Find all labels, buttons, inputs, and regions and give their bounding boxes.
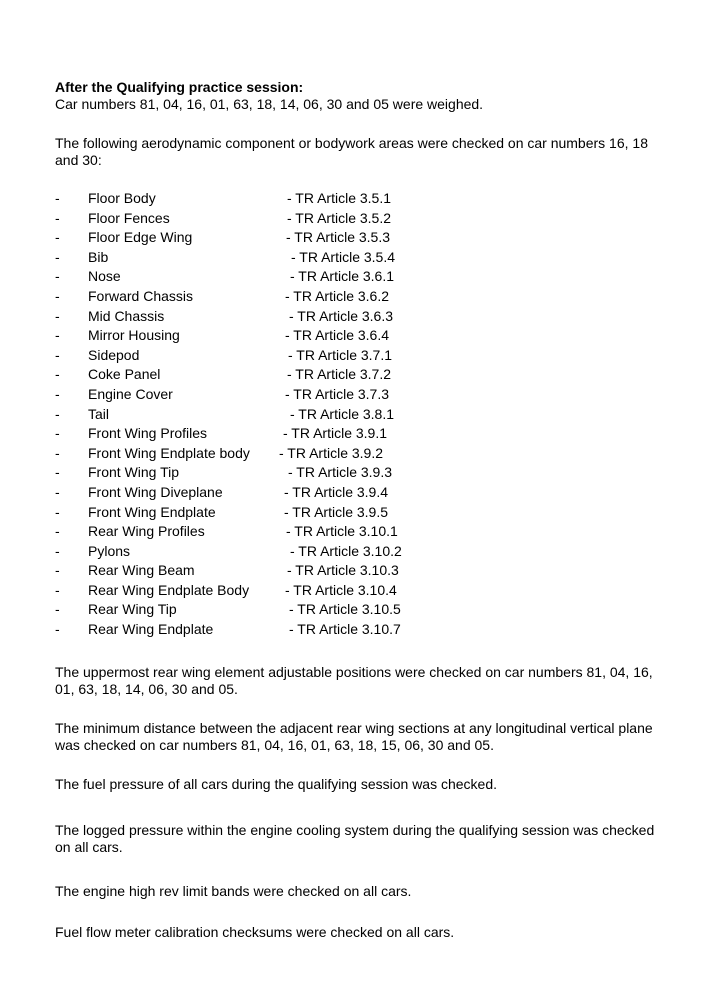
list-item — [55, 444, 655, 464]
article-reference: - TR Article 3.5.1 — [287, 190, 392, 206]
list-item — [55, 346, 655, 366]
list-item — [55, 503, 655, 523]
rear-wing-distance-paragraph: The minimum distance between the adjacent rear wing sections at any longitudinal vertical plane was checked on car numbers 81, 04, 16, 01, 63, 18, 15, 06, 30 and 05. — [55, 719, 653, 753]
article-reference: - TR Article 3.10.5 — [289, 601, 401, 618]
component-name: Floor Body — [88, 190, 156, 206]
document-page — [55, 79, 655, 941]
article-reference: - TR Article 3.6.3 — [289, 307, 394, 324]
list-item — [55, 561, 655, 581]
list-item — [55, 424, 655, 444]
article-reference: - TR Article 3.9.1 — [283, 425, 388, 442]
component-name: Sidepod — [88, 346, 140, 363]
rev-limit-paragraph: The engine high rev limit bands were checked on all cars. — [55, 882, 412, 899]
list-bullet: - — [55, 601, 60, 618]
list-bullet: - — [55, 562, 60, 579]
list-item — [55, 228, 655, 248]
list-bullet: - — [55, 581, 60, 598]
component-name: Nose — [88, 268, 121, 285]
article-reference: - TR Article 3.6.2 — [285, 287, 390, 304]
section-heading: After the Qualifying practice session: — [55, 79, 304, 95]
list-bullet: - — [55, 248, 60, 265]
list-bullet: - — [55, 209, 60, 226]
article-reference: - TR Article 3.6.4 — [285, 327, 390, 344]
list-item — [55, 189, 655, 209]
component-name: Floor Edge Wing — [88, 229, 193, 246]
component-name: Tail — [88, 405, 110, 422]
article-reference: - TR Article 3.7.1 — [288, 346, 393, 363]
component-name: Rear Wing Endplate Body — [88, 581, 250, 598]
list-item — [55, 385, 655, 405]
article-reference: - TR Article 3.10.1 — [286, 523, 398, 540]
list-item — [55, 326, 655, 346]
component-name: Rear Wing Endplate — [88, 621, 214, 638]
list-bullet: - — [55, 385, 60, 402]
component-name: Mirror Housing — [88, 327, 180, 344]
list-item — [55, 581, 655, 601]
fuel-pressure-paragraph: The fuel pressure of all cars during the qualifying session was checked. — [55, 775, 498, 792]
component-name: Engine Cover — [88, 385, 173, 402]
aero-intro-paragraph: The following aerodynamic component or bodywork areas were checked on car numbers 16, 18 and 30: — [55, 135, 648, 168]
article-reference: - TR Article 3.10.2 — [290, 542, 402, 559]
component-name: Rear Wing Profiles — [88, 523, 205, 540]
list-bullet: - — [55, 229, 60, 246]
article-reference: - TR Article 3.10.7 — [289, 621, 401, 638]
article-reference: - TR Article 3.5.2 — [287, 209, 392, 226]
article-reference: - TR Article 3.5.3 — [286, 229, 391, 246]
list-bullet: - — [55, 483, 60, 500]
list-bullet: - — [55, 444, 60, 461]
component-name: Coke Panel — [88, 366, 161, 383]
list-bullet: - — [55, 542, 60, 559]
list-item — [55, 365, 655, 385]
component-name: Pylons — [88, 542, 131, 559]
list-bullet: - — [55, 523, 60, 540]
article-reference: - TR Article 3.7.3 — [285, 385, 390, 402]
list-item — [55, 522, 655, 542]
fuel-flow-paragraph: Fuel flow meter calibration checksums were checked on all cars. — [55, 923, 455, 940]
list-bullet: - — [55, 621, 60, 638]
component-name: Rear Wing Beam — [88, 562, 195, 579]
component-list — [55, 189, 655, 640]
component-name: Front Wing Profiles — [88, 425, 208, 442]
component-name: Front Wing Diveplane — [88, 483, 223, 500]
list-bullet: - — [55, 405, 60, 422]
list-bullet: - — [55, 503, 60, 520]
article-reference: - TR Article 3.10.4 — [285, 581, 397, 598]
list-item — [55, 542, 655, 562]
component-name: Front Wing Endplate — [88, 503, 216, 520]
list-item — [55, 463, 655, 483]
component-name: Floor Fences — [88, 209, 170, 226]
article-reference: - TR Article 3.9.4 — [284, 483, 389, 500]
article-reference: - TR Article 3.5.4 — [291, 248, 396, 265]
list-bullet: - — [55, 425, 60, 442]
component-name: Bib — [88, 248, 109, 265]
list-item — [55, 248, 655, 268]
list-item — [55, 209, 655, 229]
list-item — [55, 267, 655, 287]
article-reference: - TR Article 3.9.2 — [279, 444, 384, 461]
cooling-pressure-paragraph: The logged pressure within the engine cooling system during the qualifying session was checked on all cars. — [55, 821, 655, 855]
list-bullet: - — [55, 307, 60, 324]
article-reference: - TR Article 3.7.2 — [287, 366, 392, 383]
weighed-paragraph: Car numbers 81, 04, 16, 01, 63, 18, 14, 06, 30 and 05 were weighed. — [55, 96, 484, 112]
article-reference: - TR Article 3.9.5 — [284, 503, 389, 520]
list-item — [55, 307, 655, 327]
list-bullet: - — [55, 268, 60, 285]
component-name: Front Wing Endplate body — [88, 444, 250, 461]
component-name: Front Wing Tip — [88, 464, 180, 481]
list-item — [55, 600, 655, 620]
list-bullet: - — [55, 190, 60, 206]
list-item — [55, 620, 655, 640]
list-bullet: - — [55, 464, 60, 481]
list-bullet: - — [55, 346, 60, 363]
list-item — [55, 405, 655, 425]
component-name: Rear Wing Tip — [88, 601, 177, 618]
rear-wing-positions-paragraph: The uppermost rear wing element adjustable positions were checked on car numbers 81, 04, 16, 01, 63, 18, 14, 06, 30 and 05. — [55, 663, 653, 697]
component-name: Mid Chassis — [88, 307, 165, 324]
list-bullet: - — [55, 366, 60, 383]
article-reference: - TR Article 3.8.1 — [290, 405, 395, 422]
component-name: Forward Chassis — [88, 287, 194, 304]
list-item — [55, 287, 655, 307]
article-reference: - TR Article 3.6.1 — [290, 268, 395, 285]
article-reference: - TR Article 3.9.3 — [288, 464, 393, 481]
list-bullet: - — [55, 287, 60, 304]
list-item — [55, 483, 655, 503]
list-bullet: - — [55, 327, 60, 344]
article-reference: - TR Article 3.10.3 — [287, 562, 399, 579]
